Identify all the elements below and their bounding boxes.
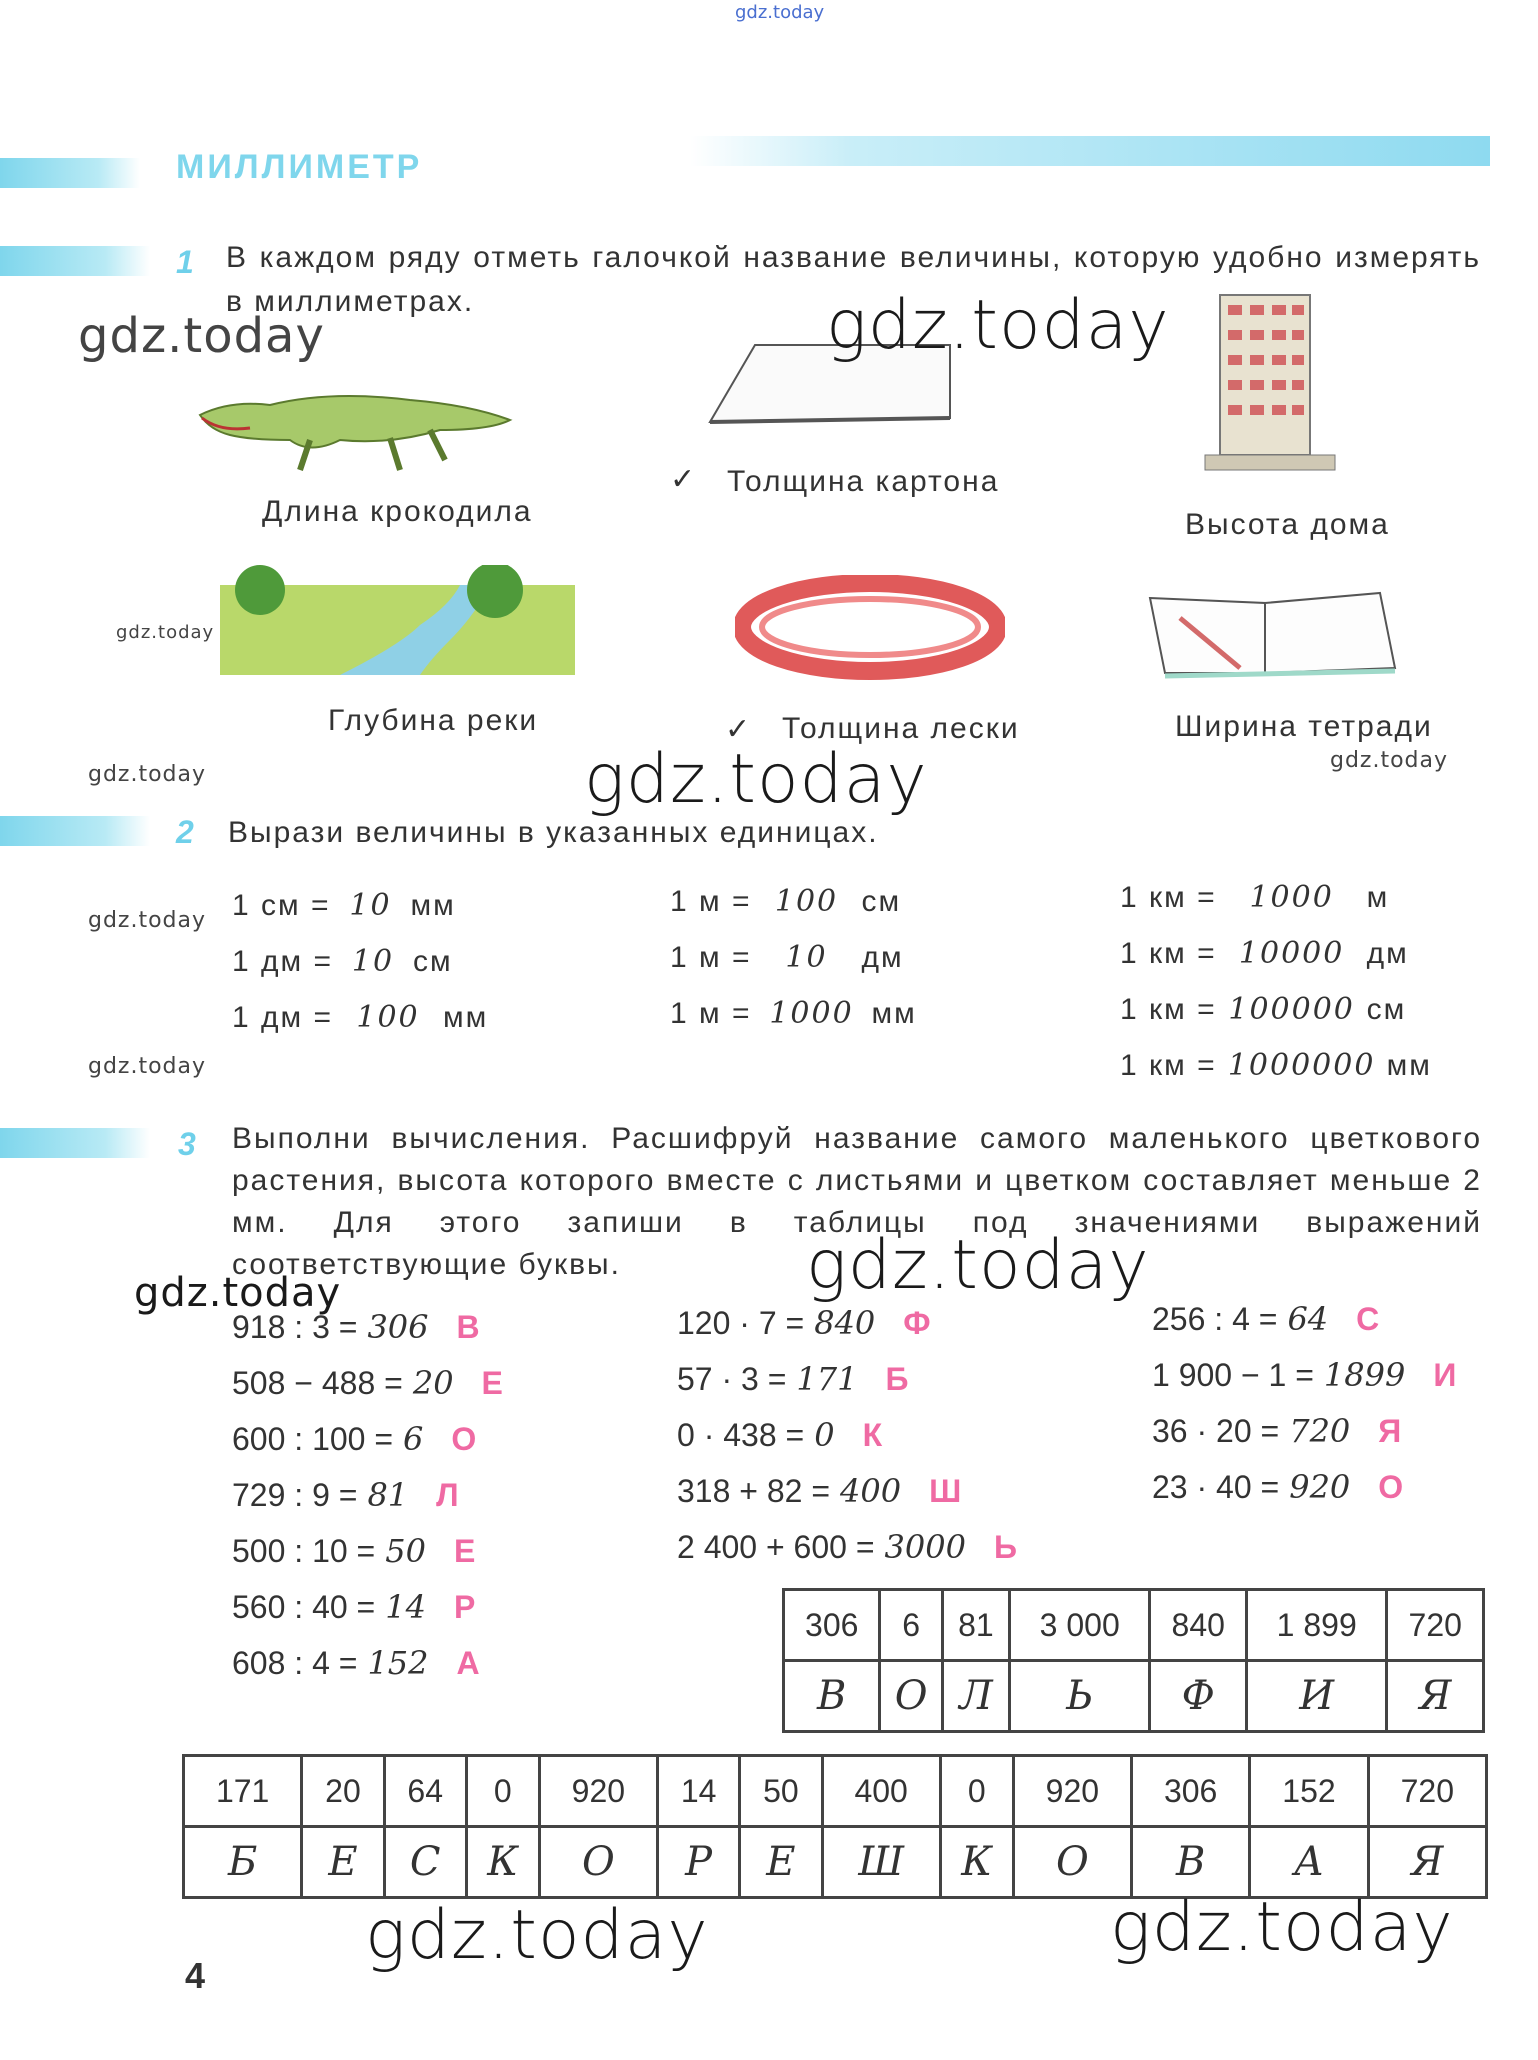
table-cell: 720	[1387, 1590, 1484, 1661]
building-icon	[1200, 290, 1340, 475]
conv-unit: см	[861, 885, 902, 918]
task3-text: Выполни вычисления. Расшифруй название самого маленького цветкового растения, высота которого вместе с листьями и цветком составляет меньше 2 мм. Для этого запиши в таблицы под значениями выражений соответствующие буквы.	[232, 1122, 1482, 1281]
conv-left: 1 м =	[670, 941, 752, 974]
table-letter: Р	[658, 1827, 740, 1898]
expr-text: 600 : 100 =	[232, 1421, 394, 1457]
expr-letter: Б	[885, 1361, 909, 1397]
conv-unit: дм	[861, 941, 904, 974]
task2-bar	[0, 816, 150, 846]
conv-answer: 100	[356, 1000, 420, 1035]
table-letter: Ь	[1009, 1661, 1150, 1732]
expr-text: 560 : 40 =	[232, 1589, 376, 1625]
expr-text: 57 · 3 =	[677, 1361, 787, 1397]
table-cell: 920	[1013, 1756, 1131, 1827]
conv-left: 1 м =	[670, 997, 752, 1030]
expr-letter: Р	[453, 1589, 476, 1625]
conv-unit: мм	[871, 997, 917, 1030]
watermark: gdz.today	[134, 1270, 342, 1316]
watermark: gdz.today	[1330, 748, 1449, 773]
conv-unit: дм	[1366, 937, 1409, 970]
conv-answer: 100000	[1228, 992, 1355, 1027]
expr-answer: 171	[796, 1360, 858, 1398]
conv-unit: мм	[410, 889, 456, 922]
expr-answer: 64	[1287, 1300, 1329, 1338]
conv-answer: 1000	[769, 996, 854, 1031]
table-cell: 400	[822, 1756, 940, 1827]
expr-letter: Ь	[993, 1529, 1017, 1565]
conv-left: 1 дм =	[232, 1001, 334, 1034]
task3-bar	[0, 1128, 150, 1158]
expr-letter: О	[451, 1421, 477, 1457]
conv-answer: 100	[774, 884, 839, 919]
table-cell: 720	[1368, 1756, 1486, 1827]
expr-letter: И	[1433, 1357, 1457, 1393]
table-cell: 20	[302, 1756, 384, 1827]
label-river: Глубина реки	[328, 704, 539, 737]
conv-left: 1 км =	[1120, 1049, 1217, 1082]
conv-answer: 10	[351, 944, 395, 979]
table-cell: 0	[940, 1756, 1013, 1827]
table-cell: 14	[658, 1756, 740, 1827]
table-letter: В	[784, 1661, 880, 1732]
task2-number: 2	[176, 814, 194, 850]
label-fishing-line: Толщина лески	[782, 712, 1020, 745]
table-letter: К	[466, 1827, 539, 1898]
table-cell: 920	[539, 1756, 657, 1827]
watermark: gdz.today	[826, 286, 1170, 365]
task1-text: В каждом ряду отметь галочкой название величины, которую удобно измерять в миллиметрах.	[226, 241, 1481, 318]
expr-text: 500 : 10 =	[232, 1533, 376, 1569]
conv-left: 1 см =	[232, 889, 331, 922]
conv-unit: мм	[443, 1001, 489, 1034]
crocodile-icon	[190, 370, 520, 480]
table-letter: Е	[302, 1827, 384, 1898]
title-bar-left	[0, 158, 140, 188]
expr-letter: Ф	[903, 1305, 931, 1341]
conv-left: 1 км =	[1120, 937, 1217, 970]
conv-answer: 10	[785, 940, 828, 975]
watermark: gdz.today	[88, 908, 207, 933]
expr-letter: К	[862, 1417, 883, 1453]
expr-answer: 14	[385, 1588, 426, 1626]
page-number: 4	[185, 1955, 206, 1996]
expr-text: 256 : 4 =	[1152, 1301, 1278, 1337]
table-cell: 306	[784, 1590, 880, 1661]
table-letter: Ш	[822, 1827, 940, 1898]
table-cell: 152	[1250, 1756, 1368, 1827]
conv-unit: м	[1366, 881, 1390, 914]
table-cell: 64	[384, 1756, 466, 1827]
expr-letter: С	[1356, 1301, 1380, 1337]
conv-left: 1 дм =	[232, 945, 334, 978]
expr-answer: 81	[367, 1476, 409, 1514]
table-cell: 0	[466, 1756, 539, 1827]
expr-answer: 0	[814, 1416, 835, 1454]
expr-answer: 306	[367, 1308, 429, 1346]
table-letter: В	[1132, 1827, 1250, 1898]
table-letter: Б	[184, 1827, 302, 1898]
expr-answer: 152	[367, 1644, 429, 1682]
task3-number: 3	[178, 1126, 196, 1162]
table-letter: О	[880, 1661, 942, 1732]
expr-text: 120 · 7 =	[677, 1305, 805, 1341]
conv-answer: 10	[349, 888, 392, 923]
table-letter: С	[384, 1827, 466, 1898]
table-letter: И	[1246, 1661, 1387, 1732]
conv-answer: 1000000	[1227, 1048, 1376, 1083]
task1-bar	[0, 246, 150, 276]
label-crocodile: Длина крокодила	[262, 495, 533, 528]
check-mark-2: ✓	[725, 713, 753, 746]
conv-answer: 1000	[1249, 880, 1334, 915]
answer-table-1	[782, 1588, 1485, 1733]
expr-letter: В	[456, 1309, 480, 1345]
title-bar-right	[690, 136, 1490, 166]
expr-answer: 720	[1289, 1412, 1351, 1450]
expr-letter: Е	[481, 1365, 503, 1401]
expr-answer: 20	[412, 1364, 454, 1402]
fishing-line-icon	[735, 575, 1005, 680]
label-notebook: Ширина тетради	[1175, 710, 1433, 743]
top-watermark: gdz.today	[735, 2, 825, 23]
table-letter: Я	[1368, 1827, 1486, 1898]
expr-text: 2 400 + 600 =	[677, 1529, 875, 1565]
task2-text: Вырази величины в указанных единицах.	[228, 816, 879, 849]
conv-unit: см	[1366, 993, 1407, 1026]
table-cell: 840	[1150, 1590, 1246, 1661]
task1-number: 1	[176, 244, 194, 280]
expr-text: 318 + 82 =	[677, 1473, 831, 1509]
expr-text: 608 : 4 =	[232, 1645, 358, 1681]
watermark: gdz.today	[88, 1054, 207, 1079]
expr-answer: 6	[403, 1420, 424, 1458]
watermark: gdz.today	[78, 308, 325, 364]
expr-text: 508 − 488 =	[232, 1365, 403, 1401]
table-cell: 3 000	[1009, 1590, 1150, 1661]
expr-answer: 3000	[884, 1528, 966, 1566]
conv-left: 1 км =	[1120, 993, 1217, 1026]
expr-answer: 1899	[1323, 1356, 1406, 1394]
table-cell: 81	[942, 1590, 1009, 1661]
expr-answer: 50	[385, 1532, 426, 1570]
expr-text: 918 : 3 =	[232, 1309, 358, 1345]
table-letter: Е	[740, 1827, 822, 1898]
conv-unit: мм	[1386, 1049, 1432, 1082]
conv-left: 1 км =	[1120, 881, 1217, 914]
expr-text: 0 · 438 =	[677, 1417, 805, 1453]
answer-table-2	[182, 1754, 1488, 1899]
expr-answer: 840	[814, 1304, 876, 1342]
page-title: МИЛЛИМЕТР	[176, 148, 423, 186]
conv-left: 1 м =	[670, 885, 752, 918]
table-cell: 6	[880, 1590, 942, 1661]
notebook-icon	[1140, 588, 1400, 683]
expr-text: 23 · 40 =	[1152, 1469, 1280, 1505]
expr-letter: Ш	[929, 1473, 962, 1509]
table-cell: 306	[1132, 1756, 1250, 1827]
expr-text: 729 : 9 =	[232, 1477, 358, 1513]
expr-letter: Я	[1378, 1413, 1402, 1449]
watermark: gdz.today	[584, 740, 928, 819]
expr-answer: 400	[840, 1472, 902, 1510]
label-cardboard: Толщина картона	[727, 465, 1000, 498]
expr-letter: Е	[453, 1533, 476, 1569]
watermark: gdz.today	[116, 622, 215, 643]
expr-text: 1 900 − 1 =	[1152, 1357, 1314, 1393]
conv-answer: 10000	[1238, 936, 1345, 971]
table-letter: О	[1013, 1827, 1131, 1898]
watermark: gdz.today	[1110, 1888, 1454, 1967]
expr-letter: Л	[436, 1477, 459, 1513]
table-letter: Л	[942, 1661, 1009, 1732]
conv-unit: см	[413, 945, 453, 978]
table-cell: 50	[740, 1756, 822, 1827]
check-mark-1: ✓	[670, 463, 698, 496]
expr-letter: О	[1378, 1469, 1404, 1505]
expr-text: 36 · 20 =	[1152, 1413, 1280, 1449]
river-icon	[220, 565, 575, 675]
table-letter: К	[940, 1827, 1013, 1898]
table-cell: 1 899	[1246, 1590, 1387, 1661]
watermark: gdz.today	[806, 1226, 1150, 1305]
expr-answer: 920	[1289, 1468, 1351, 1506]
watermark: gdz.today	[88, 762, 207, 787]
label-house: Высота дома	[1185, 508, 1390, 541]
table-letter: А	[1250, 1827, 1368, 1898]
watermark: gdz.today	[365, 1896, 709, 1975]
table-letter: О	[539, 1827, 657, 1898]
table-letter: Ф	[1150, 1661, 1246, 1732]
table-letter: Я	[1387, 1661, 1484, 1732]
expr-letter: А	[456, 1645, 480, 1681]
table-cell: 171	[184, 1756, 302, 1827]
